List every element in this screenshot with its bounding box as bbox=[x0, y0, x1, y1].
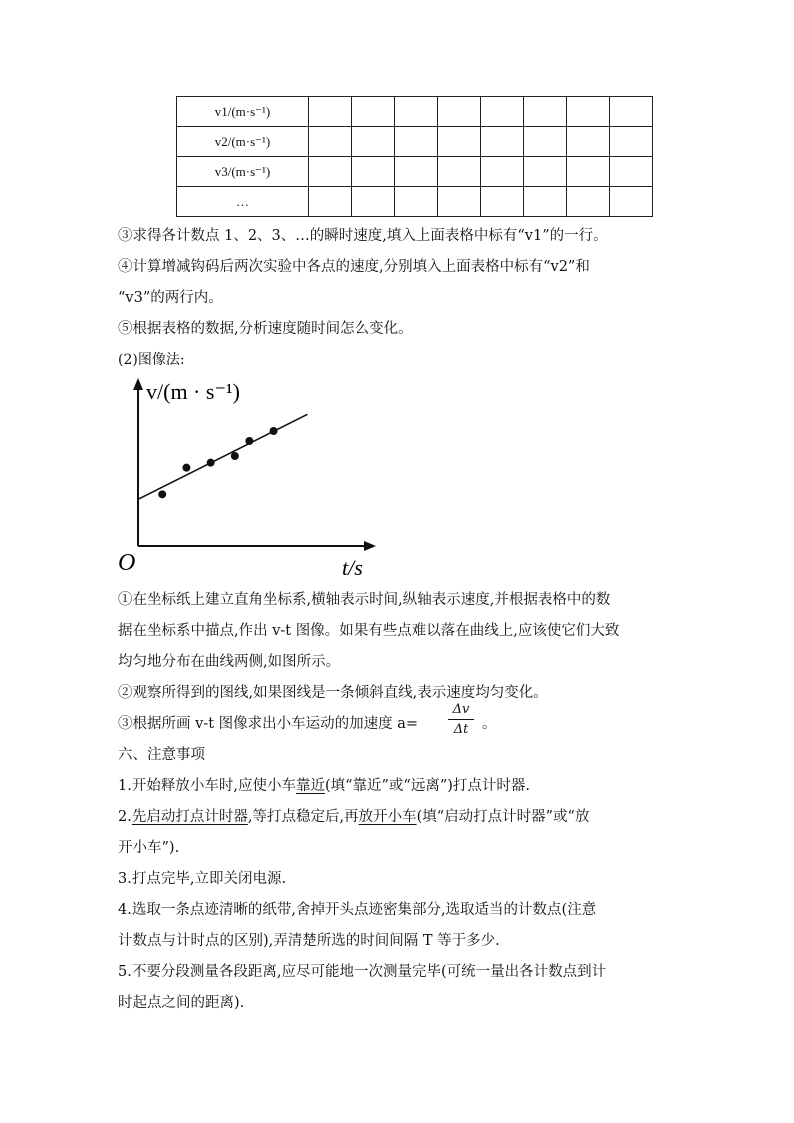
table-row bbox=[177, 127, 653, 157]
table-cell bbox=[395, 187, 438, 217]
table-cell bbox=[567, 97, 610, 127]
note-5-line1: 5.不要分段测量各段距离,应尽可能地一次测量完毕(可统一量出各计数点到计 bbox=[118, 964, 607, 980]
graph-note-1-line1: ①在坐标纸上建立直角坐标系,横轴表示时间,纵轴表示速度,并根据表格中的数 bbox=[118, 592, 611, 608]
note-4-line1: 4.选取一条点迹清晰的纸带,舍掉开头点迹密集部分,选取适当的计数点(注意 bbox=[118, 902, 597, 918]
table-row bbox=[177, 97, 653, 127]
note-2-answer-1: 先启动打点计时器 bbox=[131, 809, 248, 825]
row-label: … bbox=[177, 187, 309, 217]
note-1-answer: 靠近 bbox=[295, 778, 325, 794]
note-2-num: 2. bbox=[118, 809, 132, 825]
table-cell bbox=[438, 157, 481, 187]
table-cell bbox=[524, 157, 567, 187]
table-cell bbox=[524, 97, 567, 127]
table-cell bbox=[352, 127, 395, 157]
step-5: ⑤根据表格的数据,分析速度随时间怎么变化。 bbox=[118, 321, 413, 337]
acceleration-fraction bbox=[448, 702, 474, 737]
table-cell bbox=[395, 157, 438, 187]
table-cell bbox=[309, 187, 352, 217]
fraction-denominator: Δt bbox=[453, 722, 469, 737]
note-3: 3.打点完毕,立即关闭电源. bbox=[118, 871, 287, 887]
note-1 bbox=[118, 776, 530, 796]
note-2-text-c: (填“启动打点计时器”或“放 bbox=[416, 809, 590, 825]
fraction-numerator: Δv bbox=[452, 702, 470, 717]
step-3: ③求得各计数点 1、2、3、…的瞬时速度,填入上面表格中标有“v1”的一行。 bbox=[118, 228, 608, 244]
table-cell bbox=[610, 127, 653, 157]
table-cell bbox=[610, 97, 653, 127]
data-point bbox=[182, 464, 190, 472]
note-5-line2: 时起点之间的距离). bbox=[118, 995, 245, 1011]
vt-graph bbox=[110, 372, 390, 582]
graph-method-heading: (2)图像法: bbox=[118, 352, 185, 368]
row-label: v2/(m·s⁻¹) bbox=[177, 127, 309, 157]
graph-note-3-end: 。 bbox=[482, 716, 497, 732]
x-axis-label: t/s bbox=[342, 555, 363, 580]
fit-line bbox=[138, 414, 307, 499]
data-point bbox=[207, 459, 215, 467]
table-cell bbox=[395, 127, 438, 157]
origin-label: O bbox=[118, 550, 136, 576]
table-cell bbox=[481, 127, 524, 157]
table-cell bbox=[438, 187, 481, 217]
note-1-text-b: (填“靠近”或“远离”)打点计时器. bbox=[324, 778, 531, 794]
note-2-text-b: ,等打点稳定后,再 bbox=[247, 809, 359, 825]
note-4-line2: 计数点与计时点的区别),弄清楚所选的时间间隔 T 等于多少. bbox=[118, 933, 500, 949]
table-cell bbox=[352, 97, 395, 127]
note-2-line2: 开小车”). bbox=[118, 840, 180, 856]
table-cell bbox=[438, 127, 481, 157]
step-4-line2: “v3”的两行内。 bbox=[118, 290, 223, 306]
note-2-answer-2: 放开小车 bbox=[358, 809, 417, 825]
velocity-table bbox=[176, 96, 653, 217]
table-cell bbox=[610, 157, 653, 187]
y-axis-arrow bbox=[133, 378, 143, 390]
table-cell bbox=[567, 127, 610, 157]
table-row bbox=[177, 157, 653, 187]
table-cell bbox=[481, 97, 524, 127]
table-cell bbox=[352, 187, 395, 217]
table-row bbox=[177, 187, 653, 217]
table-cell bbox=[309, 127, 352, 157]
step-4-line1: ④计算增减钩码后两次实验中各点的速度,分别填入上面表格中标有“v2”和 bbox=[118, 259, 590, 275]
fraction-bar bbox=[448, 719, 474, 720]
table-cell bbox=[481, 157, 524, 187]
data-point bbox=[158, 490, 166, 498]
data-point bbox=[270, 427, 278, 435]
table-cell bbox=[309, 157, 352, 187]
table-cell bbox=[438, 97, 481, 127]
table-cell bbox=[610, 187, 653, 217]
note-1-text-a: 1.开始释放小车时,应使小车 bbox=[118, 778, 296, 794]
table-cell bbox=[481, 187, 524, 217]
row-label: v1/(m·s⁻¹) bbox=[177, 97, 309, 127]
table-cell bbox=[567, 187, 610, 217]
data-point bbox=[245, 437, 253, 445]
table-cell bbox=[524, 187, 567, 217]
graph-note-1-line2: 据在坐标系中描点,作出 v-t 图像。如果有些点难以落在曲线上,应该使它们大致 bbox=[118, 623, 620, 639]
graph-note-1-line3: 均匀地分布在曲线两侧,如图所示。 bbox=[118, 654, 341, 670]
data-point bbox=[231, 452, 239, 460]
table-cell bbox=[395, 97, 438, 127]
notes-heading: 六、注意事项 bbox=[118, 747, 205, 763]
table-cell bbox=[352, 157, 395, 187]
graph-note-2: ②观察所得到的图线,如果图线是一条倾斜直线,表示速度均匀变化。 bbox=[118, 685, 548, 701]
x-axis-arrow bbox=[364, 541, 376, 551]
y-axis-label: v/(m · s⁻¹) bbox=[146, 379, 240, 404]
table-cell bbox=[309, 97, 352, 127]
table-cell bbox=[524, 127, 567, 157]
note-2-line1 bbox=[118, 807, 589, 827]
table-cell bbox=[567, 157, 610, 187]
row-label: v3/(m·s⁻¹) bbox=[177, 157, 309, 187]
graph-note-3: ③根据所画 v-t 图像求出小车运动的加速度 a= bbox=[118, 716, 419, 732]
